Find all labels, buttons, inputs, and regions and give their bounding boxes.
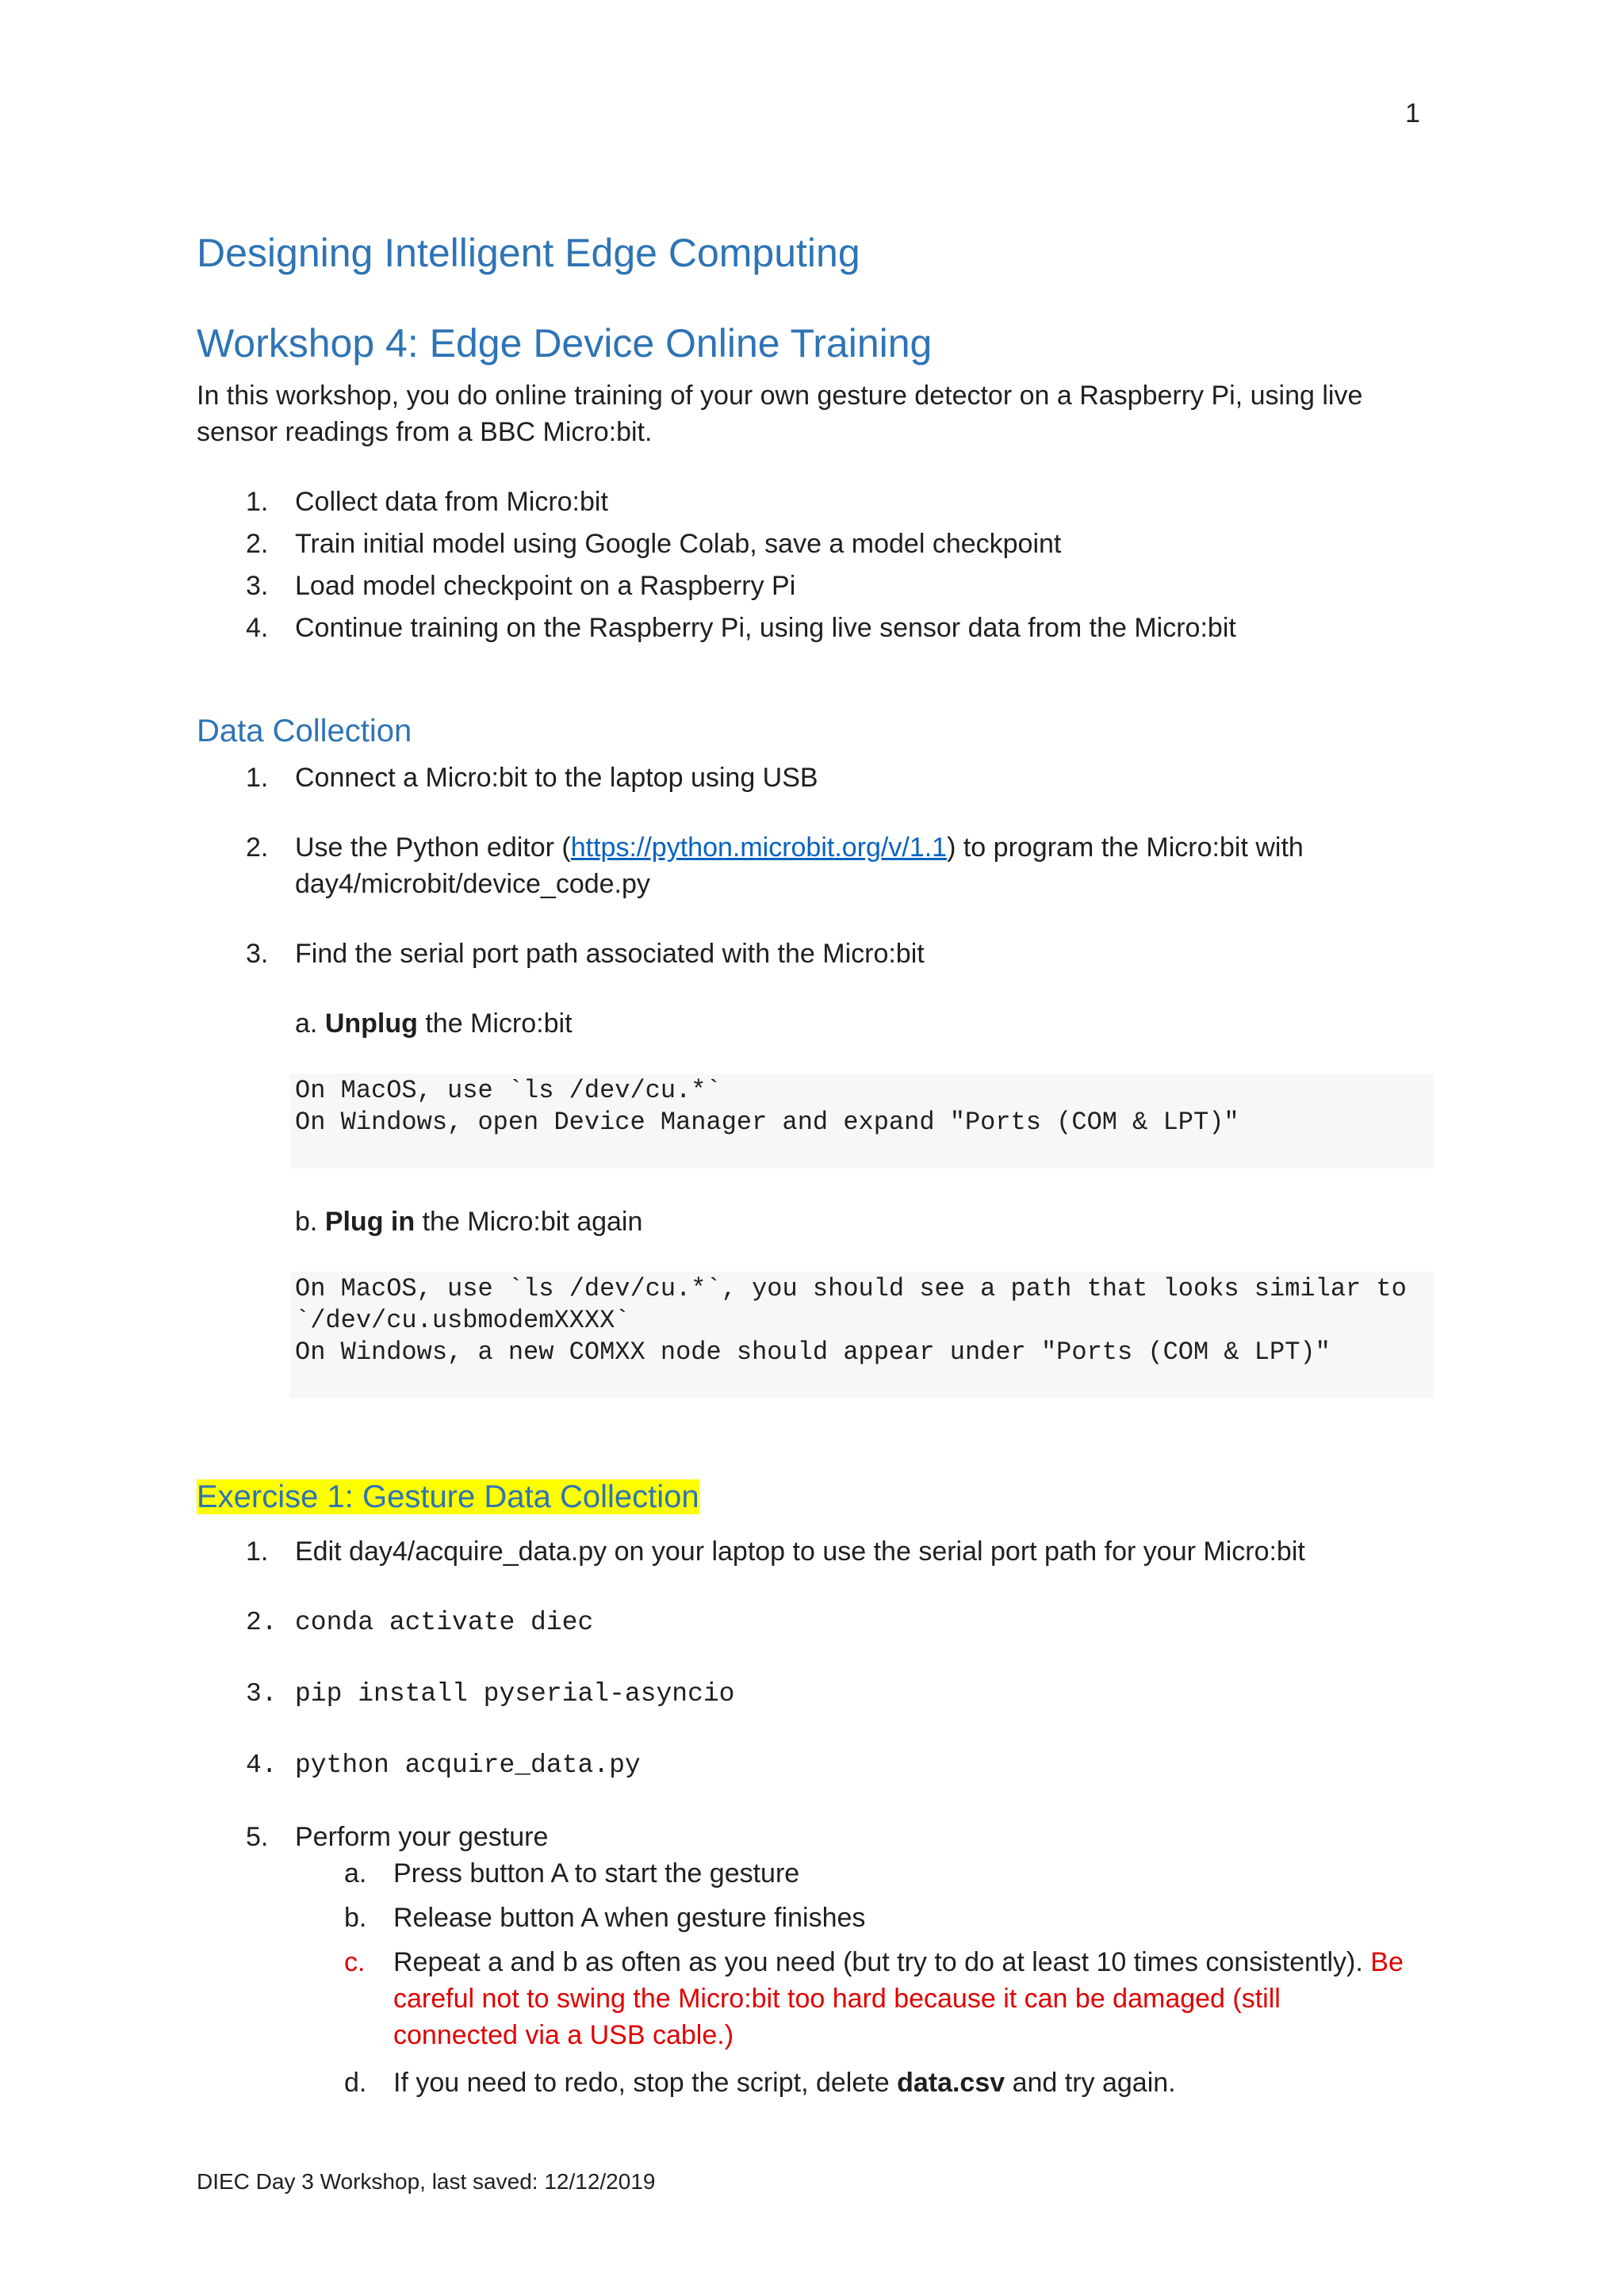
list-text: Perform your gesture bbox=[295, 1822, 549, 1852]
code-line: `/dev/cu.usbmodemXXXX` bbox=[295, 1306, 630, 1335]
list-text: Find the serial port path associated with the Micro:bit bbox=[295, 939, 925, 969]
list-number: 2. bbox=[246, 832, 269, 863]
code-line: On MacOS, use `ls /dev/cu.*`, you should see a path that looks similar to bbox=[295, 1274, 1407, 1303]
list-number: 1. bbox=[246, 763, 269, 793]
code-block-unplug bbox=[290, 1073, 1434, 1169]
python-editor-link[interactable]: https://python.microbit.org/v/1.1 bbox=[570, 832, 948, 863]
command-text: pip install pyserial-asyncio bbox=[295, 1679, 735, 1709]
code-line: On Windows, open Device Manager and expand "Ports (COM & LPT)" bbox=[295, 1108, 1239, 1137]
text-segment: ) to program the Micro:bit with bbox=[947, 832, 1304, 863]
list-number: 3. bbox=[246, 1679, 278, 1709]
list-text: Train initial model using Google Colab, save a model checkpoint bbox=[295, 529, 1062, 559]
text-segment: and try again. bbox=[1005, 2068, 1176, 2098]
highlighted-heading: Exercise 1: Gesture Data Collection bbox=[197, 1479, 699, 1514]
bold-text: Unplug bbox=[324, 1008, 418, 1039]
list-letter: b. bbox=[344, 1903, 367, 1933]
list-number: 4. bbox=[246, 1751, 278, 1780]
list-number: 3. bbox=[246, 571, 269, 601]
list-number: 1. bbox=[246, 487, 269, 517]
text-segment: b. bbox=[295, 1207, 325, 1237]
text-segment: the Micro:bit bbox=[417, 1008, 573, 1039]
code-line: On MacOS, use `ls /dev/cu.*` bbox=[295, 1076, 722, 1105]
list-number: 2. bbox=[246, 1608, 278, 1637]
list-number: 2. bbox=[246, 529, 269, 559]
list-text: Load model checkpoint on a Raspberry Pi bbox=[295, 571, 796, 601]
data-collection-heading: Data Collection bbox=[197, 714, 412, 748]
list-number: 4. bbox=[246, 613, 269, 643]
warning-text: connected via a USB cable.) bbox=[393, 2020, 734, 2050]
list-text: Connect a Micro:bit to the laptop using USB bbox=[295, 763, 818, 793]
list-letter: c. bbox=[344, 1947, 366, 1977]
list-number: 1. bbox=[246, 1536, 269, 1567]
code-line: On Windows, a new COMXX node should appear under "Ports (COM & LPT)" bbox=[295, 1337, 1331, 1367]
text-segment: day4/microbit/device_code.py bbox=[295, 869, 650, 899]
list-number: 3. bbox=[246, 939, 269, 969]
bold-text: data.csv bbox=[897, 2068, 1005, 2098]
command-text: conda activate diec bbox=[295, 1608, 594, 1637]
page-footer: DIEC Day 3 Workshop, last saved: 12/12/2019 bbox=[197, 2169, 656, 2194]
list-text: Collect data from Micro:bit bbox=[295, 487, 608, 517]
step-unplug bbox=[295, 1005, 573, 1042]
exercise-1-heading bbox=[197, 1479, 699, 1515]
warning-text: careful not to swing the Micro:bit too hard because it can be damaged (still bbox=[393, 1984, 1281, 2014]
text-segment: the Micro:bit again bbox=[415, 1207, 643, 1237]
workshop-title: Workshop 4: Edge Device Online Training bbox=[197, 321, 933, 365]
list-text bbox=[393, 1944, 1432, 2053]
list-number: 5. bbox=[246, 1822, 269, 1852]
page-number: 1 bbox=[1405, 98, 1420, 128]
list-letter: a. bbox=[344, 1858, 367, 1888]
text-segment: If you need to redo, stop the script, delete bbox=[393, 2068, 898, 2098]
text-segment: Repeat a and b as often as you need (but try to do at least 10 times consistently). bbox=[393, 1947, 1363, 1977]
list-text: Edit day4/acquire_data.py on your laptop to use the serial port path for your Micro:bit bbox=[295, 1536, 1305, 1567]
list-text bbox=[295, 829, 1437, 902]
list-text: Press button A to start the gesture bbox=[393, 1858, 800, 1888]
document-title: Designing Intelligent Edge Computing bbox=[197, 231, 860, 275]
text-segment: Use the Python editor ( bbox=[295, 832, 571, 863]
warning-text: Be bbox=[1370, 1947, 1404, 1977]
list-letter: d. bbox=[344, 2068, 367, 2098]
list-text bbox=[393, 2064, 1432, 2101]
code-block-plug-in bbox=[290, 1272, 1434, 1399]
bold-text: Plug in bbox=[324, 1207, 416, 1237]
intro-paragraph: In this workshop, you do online training of your own gesture detector on a Raspberry Pi, using live sensor readings from a BBC Micro:bit. bbox=[197, 381, 1363, 447]
list-text: Release button A when gesture finishes bbox=[393, 1903, 866, 1933]
command-text: python acquire_data.py bbox=[295, 1751, 641, 1780]
step-plug-in bbox=[295, 1203, 642, 1240]
list-text: Continue training on the Raspberry Pi, using live sensor data from the Micro:bit bbox=[295, 613, 1236, 643]
text-segment: a. bbox=[295, 1008, 325, 1039]
